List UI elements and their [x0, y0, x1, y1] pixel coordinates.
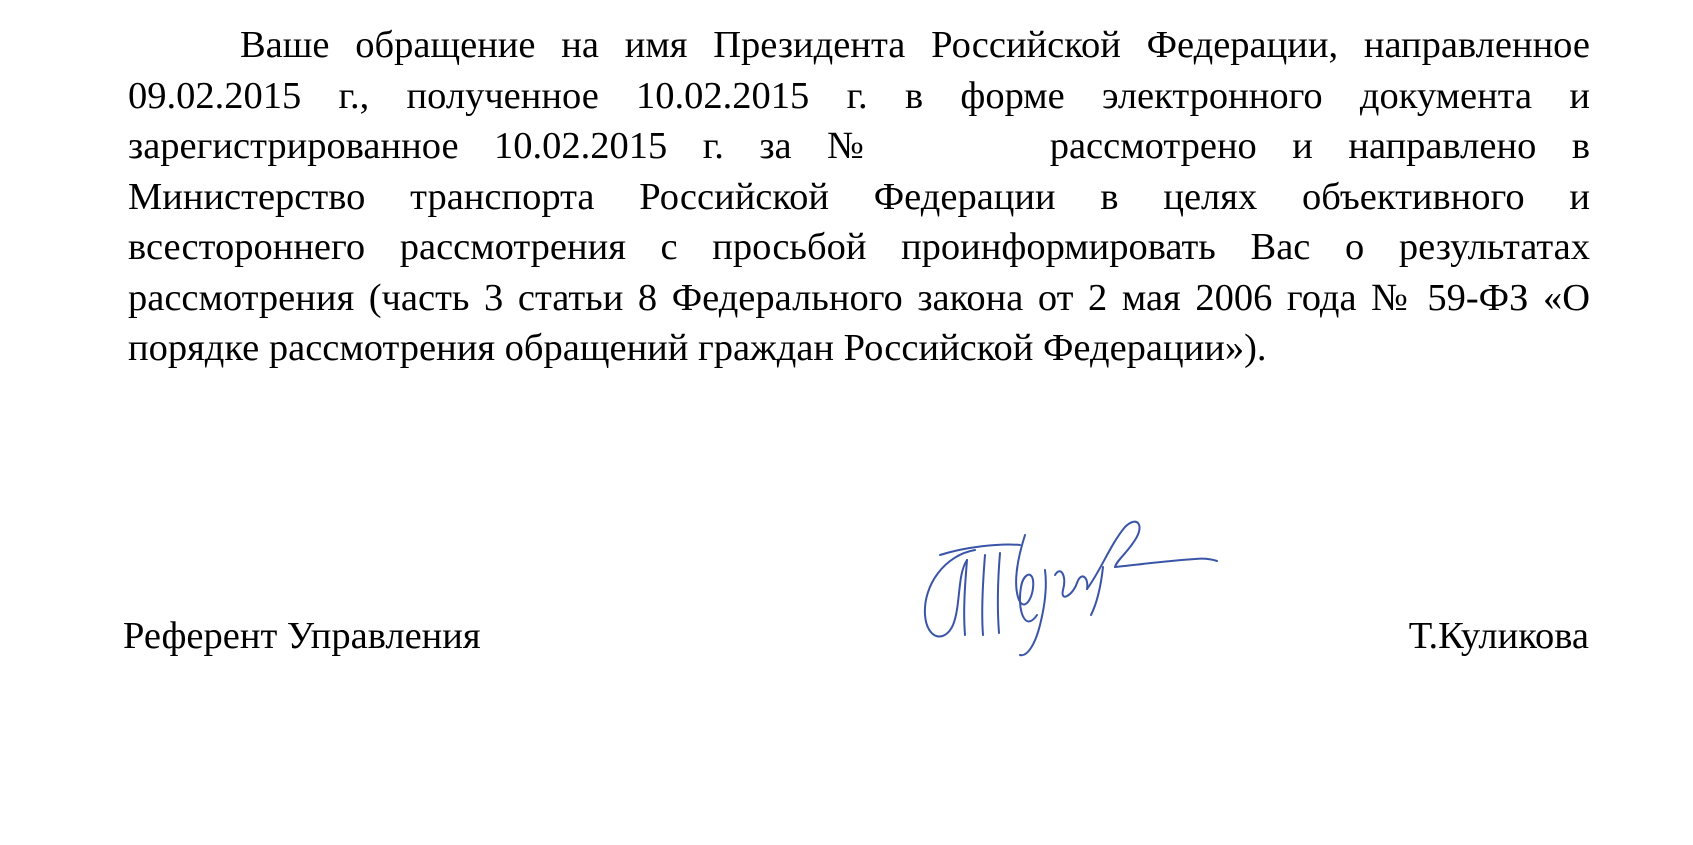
signer-name: Т.Куликова [1408, 615, 1589, 657]
handwritten-signature [905, 515, 1225, 665]
signer-position: Референт Управления [123, 615, 481, 657]
letter-text-part2: рассмотрено и направлено в Министерство транспорта Российской Федерации в целях объективного и всестороннего рассмотрения с просьбой проинформировать Вас о результатах рассмотрения (часть 3 статьи 8 Федерального закона от 2 мая 2006 года № 59-ФЗ «О порядке рассмотрения обращений граждан Российской Федерации»). [128, 125, 1590, 369]
letter-text-part1: Ваше обращение на имя Президента Российской Федерации, направленное 09.02.2015 г., полученное 10.02.2015 г. в форме электронного документа и зарегистрированное 10.02.2015 г. за № [128, 24, 1590, 167]
